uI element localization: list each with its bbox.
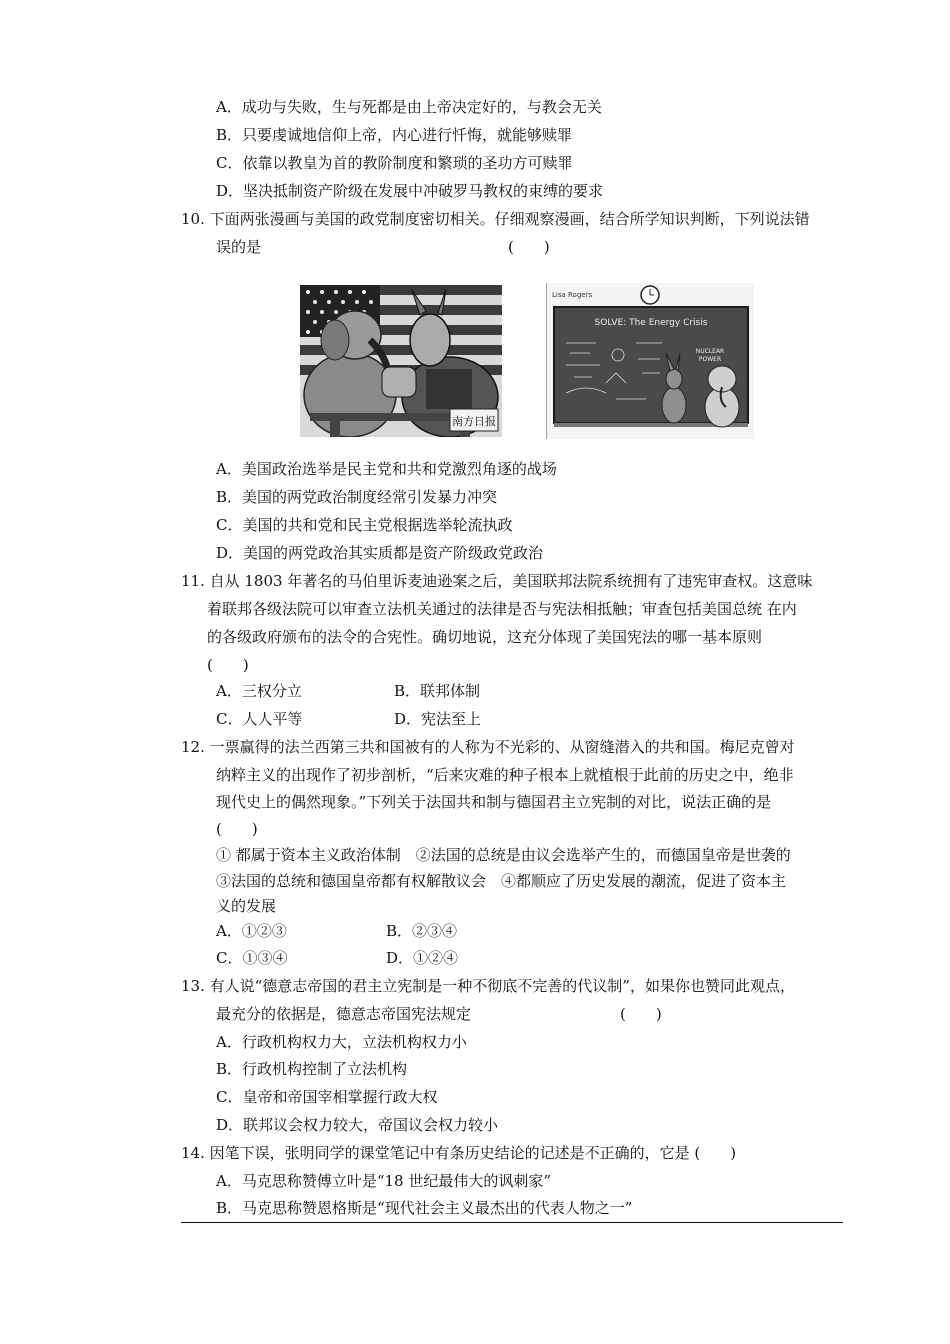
q10-option-b: B．美国的两党政治制度经常引发暴力冲突: [216, 488, 498, 506]
board-title: SOLVE: The Energy Crisis: [594, 318, 708, 328]
q10-stem-line2: 误的是: [216, 238, 262, 256]
q12-option-b: B．②③④: [386, 922, 458, 940]
q13-option-b: B．行政机构控制了立法机构: [216, 1060, 408, 1078]
q14-stem: 14. 因笔下误，张明同学的课堂笔记中有条历史结论的记述是不正确的，它是 ( ): [181, 1144, 737, 1162]
q14-option-a: A．马克思称赞傅立叶是“18 世纪最伟大的讽刺家”: [216, 1172, 552, 1190]
q11-stem-line2: 着联邦各级法院可以审查立法机关通过的法律是否与宪法相抵触；审查包括美国总统 在内: [207, 600, 797, 618]
board-label-2: POWER: [698, 356, 722, 363]
q12-option-a: A．①②③: [216, 922, 287, 940]
q11-answer-bracket: ( ): [207, 656, 249, 674]
q13-option-c: C．皇帝和帝国宰相掌握行政大权: [216, 1088, 438, 1106]
q11-stem-line1: 11. 自从 1803 年著名的马伯里诉麦迪逊案之后，美国联邦法院系统拥有了违宪审查权。这意味: [181, 572, 813, 590]
q11-option-d: D．宪法至上: [394, 710, 482, 728]
q10-answer-bracket: ( ): [508, 238, 550, 256]
q13-answer-bracket: ( ): [620, 1005, 662, 1023]
q11-option-b: B．联邦体制: [394, 682, 481, 700]
q12-stem-line3: 现代史上的偶然现象。”下列关于法国共和制与德国君主立宪制的对比，说法正确的是: [216, 793, 772, 811]
q9-option-b: B．只要虔诚地信仰上帝，内心进行忏悔，就能够赎罪: [216, 126, 573, 144]
q13-option-d: D．联邦议会权力较大，帝国议会权力较小: [216, 1116, 499, 1134]
q14-option-b: B．马克思称赞恩格斯是“现代社会主义最杰出的代表人物之一”: [216, 1199, 633, 1217]
cartoon-stamp-text: 南方日报: [452, 415, 496, 428]
q10-option-a: A．美国政治选举是民主党和共和党激烈角逐的战场: [216, 460, 557, 478]
q12-statement-line3: 义的发展: [216, 897, 277, 915]
q11-option-c: C．人人平等: [216, 710, 303, 728]
q10-stem-line1: 10. 下面两张漫画与美国的政党制度密切相关。仔细观察漫画，结合所学知识判断，下列说法错: [181, 210, 810, 228]
q9-option-c: C．依靠以教皇为首的教阶制度和繁琐的圣功方可赎罪: [216, 154, 573, 172]
q11-option-a: A．三权分立: [216, 682, 302, 700]
q10-cartoon-energy-crisis: [546, 283, 754, 439]
page-bottom-rule: [181, 1222, 843, 1223]
q11-stem-line3: 的各级政府颁布的法令的合宪性。确切地说，这充分体现了美国宪法的哪一基本原则: [207, 628, 763, 646]
q12-answer-bracket: ( ): [216, 820, 258, 838]
q10-option-c: C．美国的共和党和民主党根据选举轮流执政: [216, 516, 513, 534]
q9-option-d: D．坚决抵制资产阶级在发展中冲破罗马教权的束缚的要求: [216, 182, 604, 200]
q12-statement-line1: ① 都属于资本主义政治体制 ②法国的总统是由议会选举产生的，而德国皇帝是世袭的: [216, 846, 791, 864]
q12-option-d: D．①②④: [386, 949, 459, 967]
q13-option-a: A．行政机构权力大，立法机构权力小: [216, 1033, 467, 1051]
board-label-1: NUCLEAR: [695, 348, 725, 355]
q12-stem-line2: 纳粹主义的出现作了初步剖析，“后来灾难的种子根本上就植根于此前的历史之中，绝非: [216, 766, 794, 784]
q13-stem-line1: 13. 有人说“德意志帝国的君主立宪制是一种不彻底不完善的代议制”，如果你也赞同此观点，: [181, 977, 795, 995]
q13-stem-line2: 最充分的依据是，德意志帝国宪法规定: [216, 1005, 472, 1023]
q10-option-d: D．美国的两党政治其实质都是资产阶级政党政治: [216, 544, 544, 562]
q12-stem-line1: 12. 一票赢得的法兰西第三共和国被有的人称为不光彩的、从窗缝潜入的共和国。梅尼克曾对: [181, 738, 795, 756]
q10-cartoon-arm-wrestling: [300, 285, 502, 437]
cartoon-corner-label: Lisa Rogers: [552, 291, 593, 299]
q12-option-c: C．①③④: [216, 949, 288, 967]
q12-statement-line2: ③法国的总统和德国皇帝都有权解散议会 ④都顺应了历史发展的潮流，促进了资本主: [216, 872, 787, 890]
q9-option-a: A．成功与失败，生与死都是由上帝决定好的，与教会无关: [216, 98, 602, 116]
